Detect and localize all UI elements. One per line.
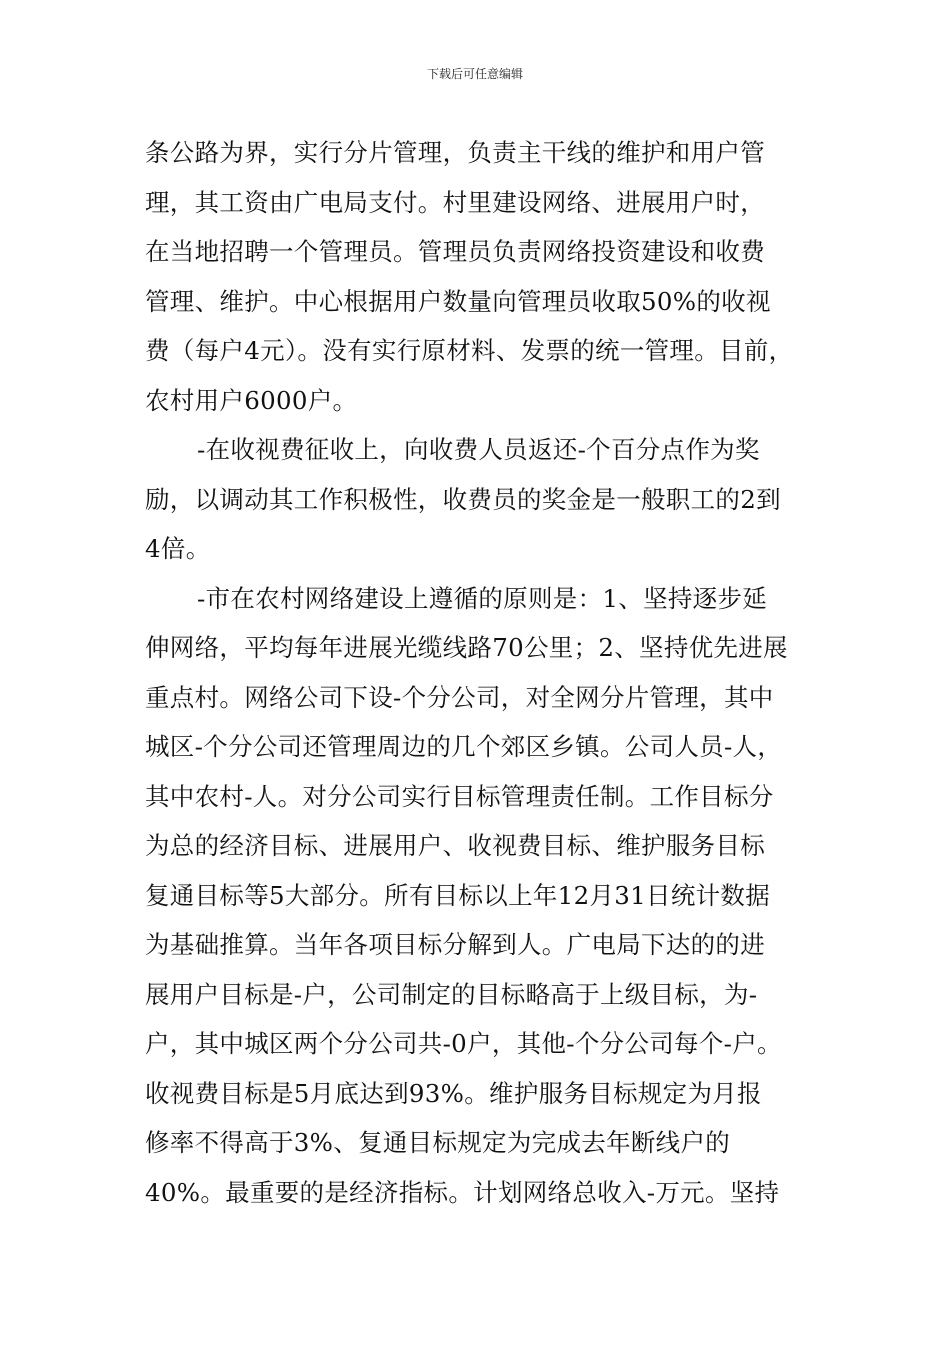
text-line: 复通目标等5大部分。所有目标以上年12月31日统计数据 (145, 880, 771, 910)
text-line: 在当地招聘一个管理员。管理员负责网络投资建设和收费 (145, 237, 765, 266)
text-line: 费（每户4元）。没有实行原材料、发票的统一管理。目前， (145, 336, 794, 365)
text-line: 励，以调动其工作积极性，收费员的奖金是一般职工的2到 (145, 484, 781, 514)
text-line: 40%。最重要的是经济指标。计划网络总收入-万元。坚持 (145, 1177, 780, 1207)
text-line: 收视费目标是5月底达到93%。维护服务目标规定为月报 (145, 1078, 762, 1108)
text-line: 伸网络，平均每年进展光缆线路70公里；2、坚持优先进展 (145, 633, 788, 662)
text-line: 理，其工资由广电局支付。村里建设网络、进展用户时， (145, 187, 765, 217)
text-line: 条公路为界，实行分片管理，负责主干线的维护和用户管 (145, 138, 765, 167)
text-line: 城区-个分公司还管理周边的几个郊区乡镇。公司人员-人， (145, 732, 783, 761)
paragraph-2 (145, 425, 825, 574)
text-line: -在收视费征收上，向收费人员返还-个百分点作为奖 (197, 435, 760, 464)
text-line: 为总的经济目标、进展用户、收视费目标、维护服务目标 (145, 831, 765, 860)
text-line: 农村用户6000户。 (145, 385, 358, 415)
text-line: 重点村。网络公司下设-个分公司，对全网分片管理，其中 (145, 682, 774, 712)
page-header-note: 下载后可任意编辑 (426, 67, 523, 81)
text-line: 展用户目标是-户，公司制定的目标略高于上级目标，为- (145, 979, 758, 1009)
text-line (145, 1316, 825, 1366)
text-line: 修率不得高于3%、复通目标规定为完成去年断线户的 (145, 1128, 731, 1157)
paragraph-3 (145, 574, 825, 1366)
paragraph-1 (145, 128, 825, 425)
text-line: 为基础推算。当年各项目标分解到人。广电局下达的的进 (145, 930, 765, 959)
text-line: 管理、维护。中心根据用户数量向管理员收取50%的收视 (145, 286, 771, 316)
text-line: 其中农村-人。对分公司实行目标管理责任制。工作目标分 (145, 781, 774, 811)
text-line: 户，其中城区两个分公司共-0户，其他-个分公司每个-户。 (145, 1029, 782, 1058)
text-line (145, 1267, 825, 1317)
document-body (145, 128, 825, 1366)
text-line: 4倍。 (145, 534, 211, 563)
text-line (145, 1217, 825, 1267)
text-line: -市在农村网络建设上遵循的原则是：1、坚持逐步延 (197, 583, 768, 613)
